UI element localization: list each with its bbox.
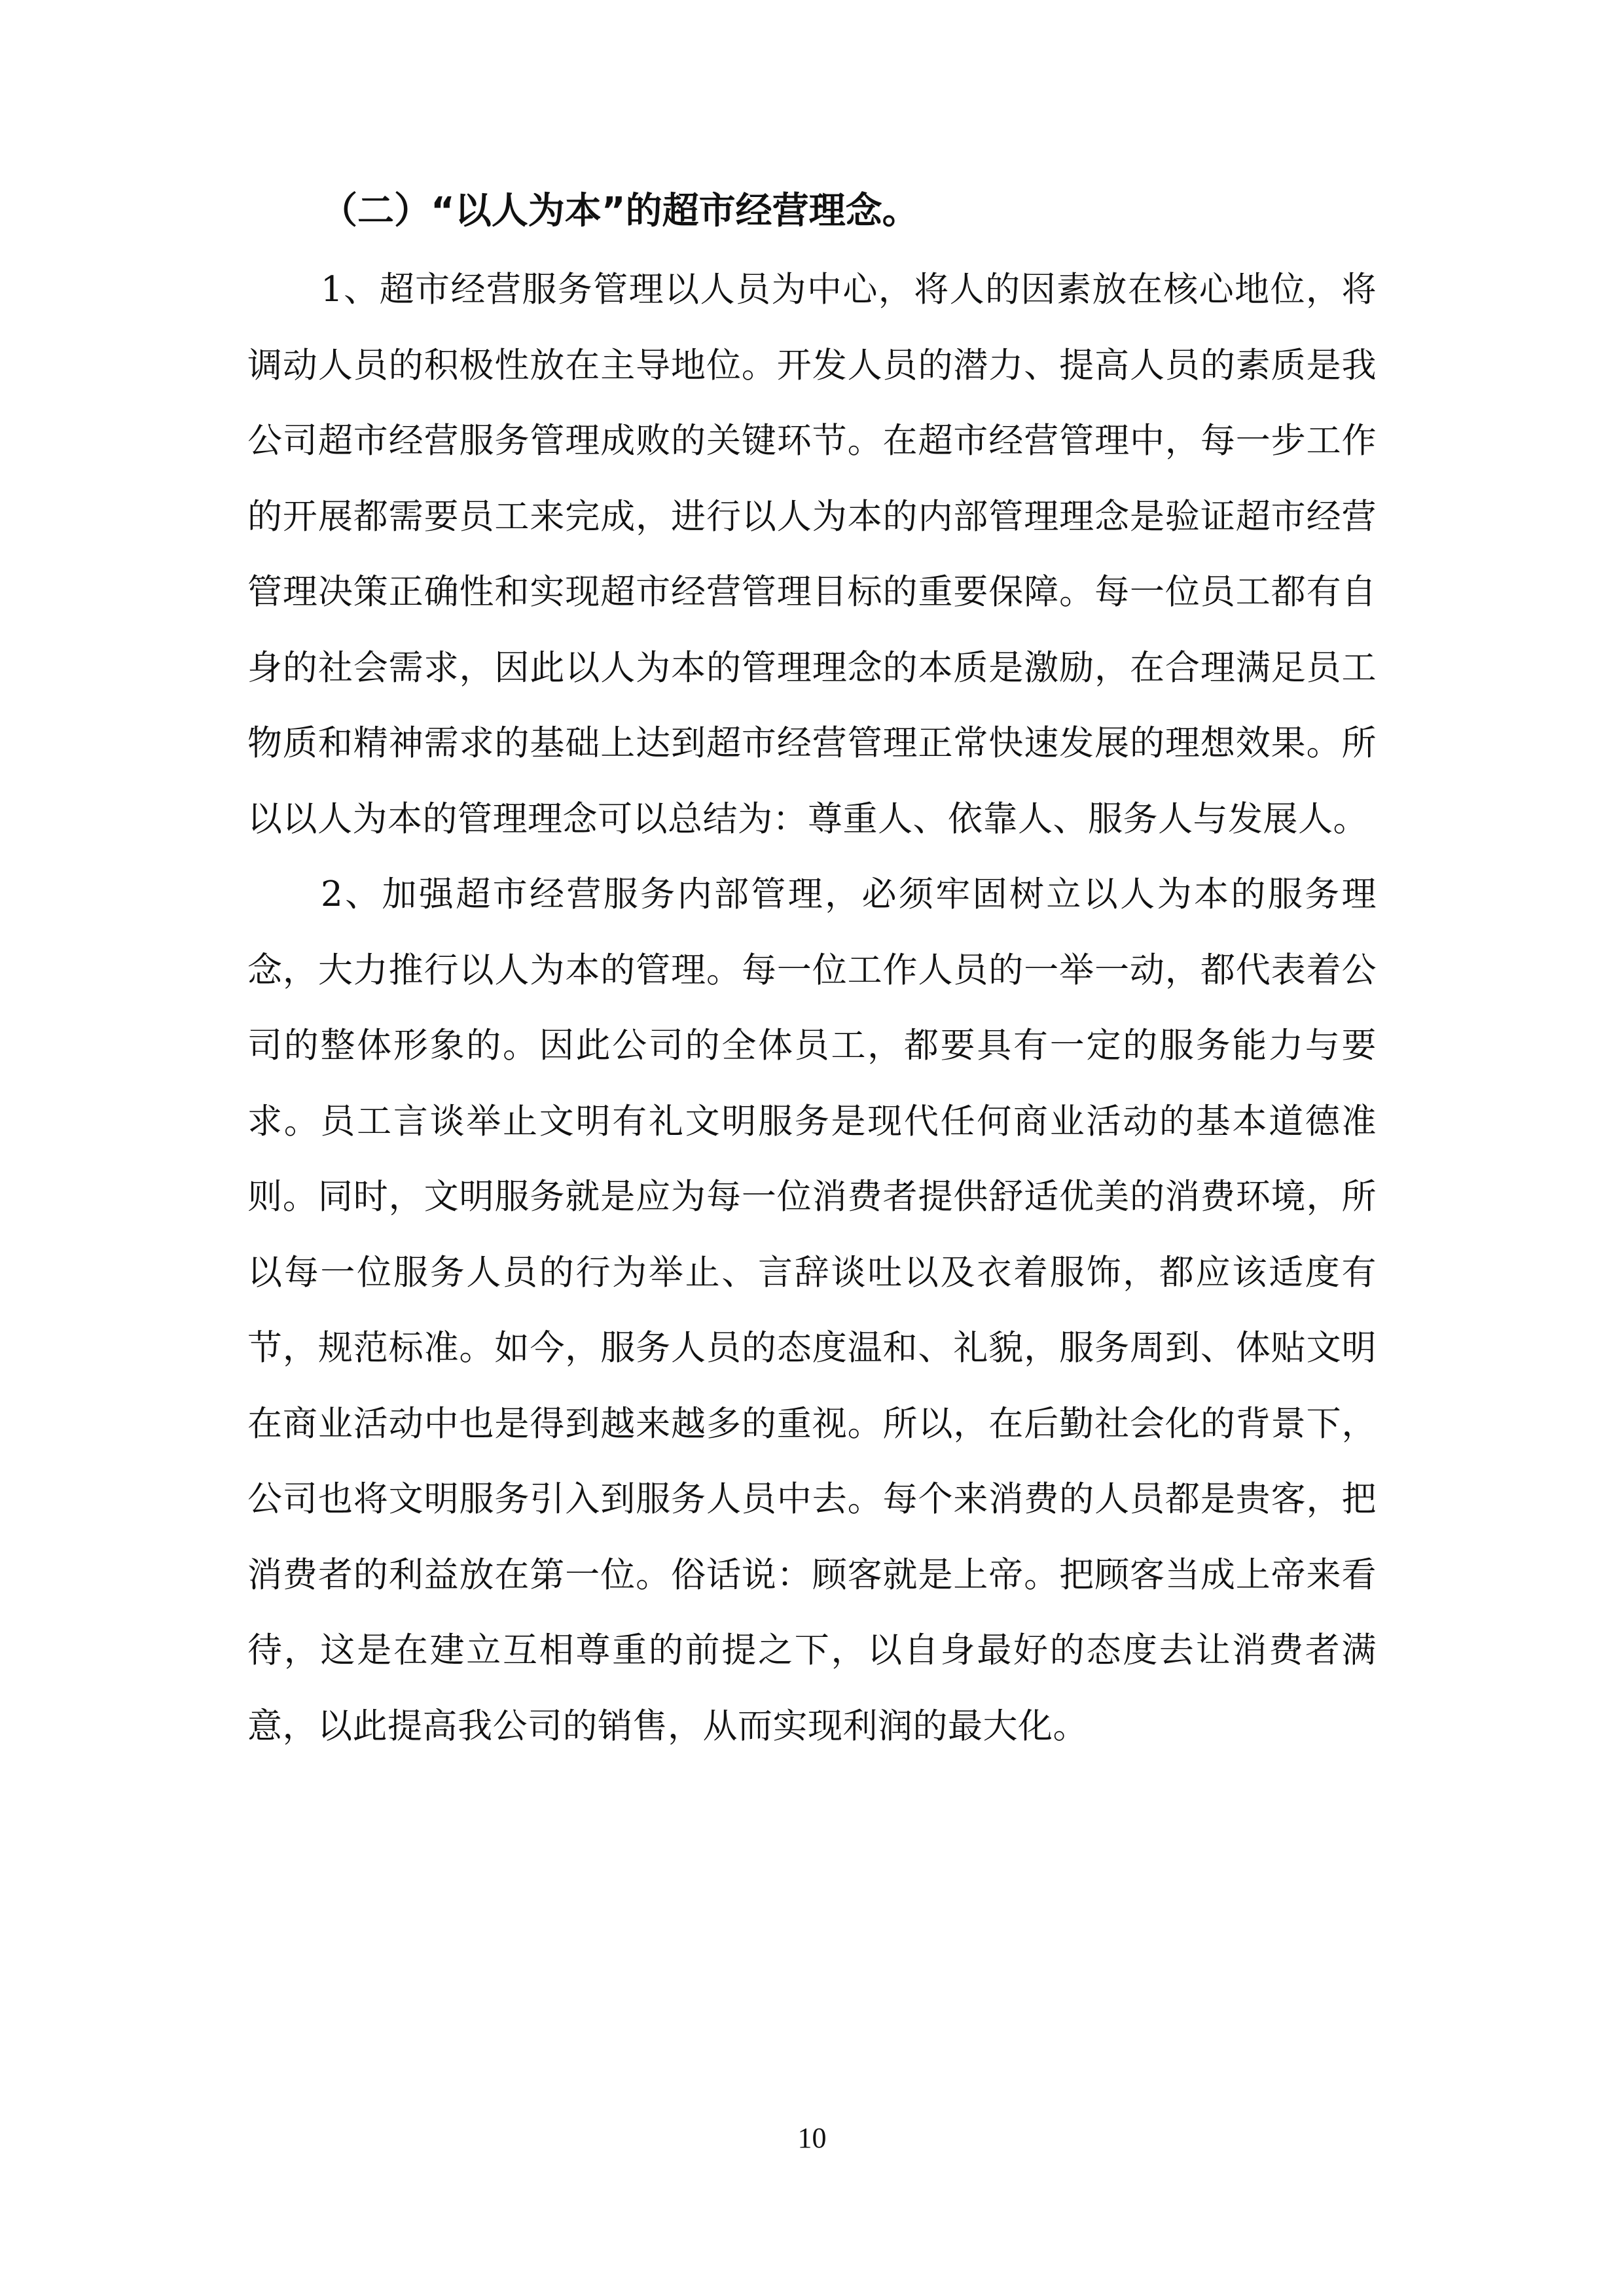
paragraph-2: 2、加强超市经营服务内部管理，必须牢固树立以人为本的服务理念，大力推行以人为本的管理。每一位工作人员的一举一动，都代表着公司的整体形象的。因此公司的全体员工，都要具有一定的服务能力与要求。员工言谈举止文明有礼文明服务是现代任何商业活动的基本道德准则。同时，文明服务就是应为每一位消费者提供舒适优美的消费环境，所以每一位服务人员的行为举止、言辞谈吐以及衣着服饰，都应该适度有节，规范标准。如今，服务人员的态度温和、礼貌，服务周到、体贴文明在商业活动中也是得到越来越多的重视。所以，在后勤社会化的背景下，公司也将文明服务引入到服务人员中去。每个来消费的人员都是贵客，把消费者的利益放在第一位。俗话说：顾客就是上帝。把顾客当成上帝来看待，这是在建立互相尊重的前提之下，以自身最好的态度去让消费者满意，以此提高我公司的销售，从而实现利润的最大化。 xyxy=(247,874,1377,1746)
page-content xyxy=(247,190,1377,1764)
paragraph-1: 1、超市经营服务管理以人员为中心，将人的因素放在核心地位，将调动人员的积极性放在主导地位。开发人员的潜力、提高人员的素质是我公司超市经营服务管理成败的关键环节。在超市经营管理中，每一步工作的开展都需要员工来完成，进行以人为本的内部管理理念是验证超市经营管理决策正确性和实现超市经营管理目标的重要保障。每一位员工都有自身的社会需求，因此以人为本的管理理念的本质是激励，在合理满足员工物质和精神需求的基础上达到超市经营管理正常快速发展的理想效果。所以以人为本的管理理念可以总结为：尊重人、依靠人、服务人与发展人。 xyxy=(247,270,1377,839)
section-heading: （二）“以人为本”的超市经营理念。 xyxy=(321,190,919,232)
page-number: 10 xyxy=(797,2122,827,2154)
